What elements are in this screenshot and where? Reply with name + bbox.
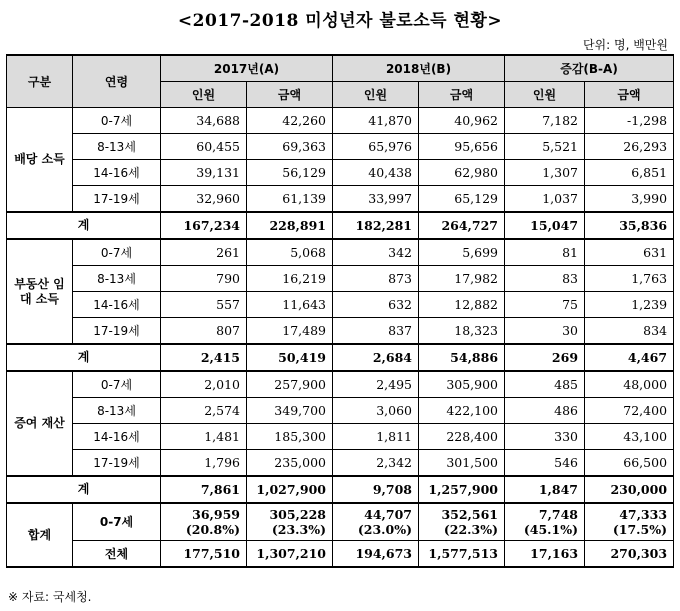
table-row — [7, 266, 674, 292]
cell: 6,851 — [585, 160, 674, 186]
cell: 60,455 — [161, 134, 247, 160]
cell: 790 — [161, 266, 247, 292]
cell: 12,882 — [419, 292, 505, 318]
share: (20.8%) — [185, 522, 240, 537]
value: 305,228 — [269, 507, 326, 522]
cell: 837 — [333, 318, 419, 345]
table-row — [7, 371, 674, 398]
share: (22.3%) — [443, 522, 499, 537]
cell: 269 — [505, 344, 585, 371]
cell: 261 — [161, 239, 247, 266]
header-amount: 금액 — [247, 82, 333, 108]
cell: 5,521 — [505, 134, 585, 160]
cell: 75 — [505, 292, 585, 318]
age-cell: 14-16세 — [73, 424, 161, 450]
cell: 2,010 — [161, 371, 247, 398]
table-row — [7, 292, 674, 318]
subtotal-label: 계 — [7, 476, 161, 503]
cell: 40,438 — [333, 160, 419, 186]
age-cell: 8-13세 — [73, 398, 161, 424]
section-label: 배당 소득 — [7, 108, 73, 213]
cell: 330 — [505, 424, 585, 450]
cell: 264,727 — [419, 212, 505, 239]
cell: 257,900 — [247, 371, 333, 398]
age-cell: 14-16세 — [73, 160, 161, 186]
header-people: 인원 — [505, 82, 585, 108]
cell — [247, 503, 333, 541]
cell: 7,861 — [161, 476, 247, 503]
age-cell: 8-13세 — [73, 266, 161, 292]
cell: 17,489 — [247, 318, 333, 345]
cell: 305,900 — [419, 371, 505, 398]
cell: 1,037 — [505, 186, 585, 213]
cell: 1,307,210 — [247, 541, 333, 568]
cell: 26,293 — [585, 134, 674, 160]
cell: 2,574 — [161, 398, 247, 424]
subtotal-row — [7, 476, 674, 503]
total-label: 합계 — [7, 503, 73, 567]
table-row — [7, 239, 674, 266]
cell: 39,131 — [161, 160, 247, 186]
age-cell: 8-13세 — [73, 134, 161, 160]
cell: 9,708 — [333, 476, 419, 503]
cell: 34,688 — [161, 108, 247, 134]
cell: 270,303 — [585, 541, 674, 568]
cell: 631 — [585, 239, 674, 266]
cell — [585, 503, 674, 541]
cell: 228,400 — [419, 424, 505, 450]
cell: 235,000 — [247, 450, 333, 477]
cell: 15,047 — [505, 212, 585, 239]
cell: 4,467 — [585, 344, 674, 371]
cell: 1,239 — [585, 292, 674, 318]
cell: 1,257,900 — [419, 476, 505, 503]
cell: 7,182 — [505, 108, 585, 134]
cell: 83 — [505, 266, 585, 292]
table-row — [7, 450, 674, 477]
header-2017: 2017년(A) — [161, 55, 333, 82]
cell: 61,139 — [247, 186, 333, 213]
cell: 65,129 — [419, 186, 505, 213]
subtotal-label: 계 — [7, 212, 161, 239]
cell — [505, 503, 585, 541]
header-2018: 2018년(B) — [333, 55, 505, 82]
cell: 182,281 — [333, 212, 419, 239]
value: 47,333 — [619, 507, 668, 522]
cell — [333, 503, 419, 541]
share: (17.5%) — [612, 522, 668, 537]
cell: 546 — [505, 450, 585, 477]
table-row — [7, 108, 674, 134]
cell: 230,000 — [585, 476, 674, 503]
cell: 42,260 — [247, 108, 333, 134]
source-footnote: ※ 자료: 국세청. — [8, 590, 92, 604]
value: 7,748 — [538, 507, 579, 522]
header-people: 인원 — [161, 82, 247, 108]
cell: 5,699 — [419, 239, 505, 266]
cell: 17,982 — [419, 266, 505, 292]
cell: 18,323 — [419, 318, 505, 345]
cell: 2,495 — [333, 371, 419, 398]
cell: 50,419 — [247, 344, 333, 371]
share: (23.3%) — [271, 522, 326, 537]
age-cell: 0-7세 — [73, 503, 161, 541]
table-row — [7, 424, 674, 450]
cell: 66,500 — [585, 450, 674, 477]
age-cell: 0-7세 — [73, 108, 161, 134]
cell: 1,307 — [505, 160, 585, 186]
header-diff: 증감(B-A) — [505, 55, 674, 82]
total-row-young — [7, 503, 674, 541]
cell — [161, 503, 247, 541]
cell — [419, 503, 505, 541]
cell: 5,068 — [247, 239, 333, 266]
cell: 32,960 — [161, 186, 247, 213]
cell: 342 — [333, 239, 419, 266]
value: 36,959 — [192, 507, 240, 522]
age-cell: 14-16세 — [73, 292, 161, 318]
cell: 1,796 — [161, 450, 247, 477]
cell: 11,643 — [247, 292, 333, 318]
cell: 873 — [333, 266, 419, 292]
cell: 194,673 — [333, 541, 419, 568]
total-row-all — [7, 541, 674, 568]
table-row — [7, 398, 674, 424]
header-age: 연령 — [73, 55, 161, 108]
cell: 81 — [505, 239, 585, 266]
header-group: 구분 — [7, 55, 73, 108]
table-row — [7, 318, 674, 345]
cell: 2,684 — [333, 344, 419, 371]
cell: 69,363 — [247, 134, 333, 160]
cell: 3,990 — [585, 186, 674, 213]
cell: 40,962 — [419, 108, 505, 134]
share: (45.1%) — [523, 522, 579, 537]
header-amount: 금액 — [419, 82, 505, 108]
page-title: <2017-2018 미성년자 불로소득 현황> — [177, 11, 503, 31]
cell: 17,163 — [505, 541, 585, 568]
header-people: 인원 — [333, 82, 419, 108]
cell: 185,300 — [247, 424, 333, 450]
cell: 422,100 — [419, 398, 505, 424]
cell: 1,847 — [505, 476, 585, 503]
cell: 33,997 — [333, 186, 419, 213]
share: (23.0%) — [357, 522, 412, 537]
cell: 56,129 — [247, 160, 333, 186]
cell: 72,400 — [585, 398, 674, 424]
table-row — [7, 134, 674, 160]
cell: 48,000 — [585, 371, 674, 398]
subtotal-row — [7, 212, 674, 239]
cell: 54,886 — [419, 344, 505, 371]
cell: 1,577,513 — [419, 541, 505, 568]
subtotal-row — [7, 344, 674, 371]
age-cell: 0-7세 — [73, 239, 161, 266]
cell: 485 — [505, 371, 585, 398]
cell: 35,836 — [585, 212, 674, 239]
cell: 2,342 — [333, 450, 419, 477]
cell: 486 — [505, 398, 585, 424]
cell: 228,891 — [247, 212, 333, 239]
cell: 30 — [505, 318, 585, 345]
cell: 167,234 — [161, 212, 247, 239]
value: 352,561 — [441, 507, 499, 522]
section-label: 증여 재산 — [7, 371, 73, 476]
cell: 807 — [161, 318, 247, 345]
cell: 65,976 — [333, 134, 419, 160]
age-cell: 17-19세 — [73, 318, 161, 345]
cell: 632 — [333, 292, 419, 318]
age-cell: 전체 — [73, 541, 161, 568]
value: 44,707 — [364, 507, 412, 522]
cell: 16,219 — [247, 266, 333, 292]
age-cell: 0-7세 — [73, 371, 161, 398]
age-cell: 17-19세 — [73, 186, 161, 213]
cell: 349,700 — [247, 398, 333, 424]
cell: 41,870 — [333, 108, 419, 134]
cell: -1,298 — [585, 108, 674, 134]
header-amount: 금액 — [585, 82, 674, 108]
subtotal-label: 계 — [7, 344, 161, 371]
cell: 177,510 — [161, 541, 247, 568]
cell: 1,763 — [585, 266, 674, 292]
cell: 3,060 — [333, 398, 419, 424]
header-row-1 — [7, 55, 674, 82]
cell: 834 — [585, 318, 674, 345]
income-table — [6, 54, 674, 568]
cell: 1,811 — [333, 424, 419, 450]
cell: 1,481 — [161, 424, 247, 450]
cell: 95,656 — [419, 134, 505, 160]
age-cell: 17-19세 — [73, 450, 161, 477]
table-row — [7, 186, 674, 213]
cell: 1,027,900 — [247, 476, 333, 503]
table-row — [7, 160, 674, 186]
cell: 557 — [161, 292, 247, 318]
section-label: 부동산 임대 소득 — [7, 239, 73, 344]
cell: 43,100 — [585, 424, 674, 450]
cell: 62,980 — [419, 160, 505, 186]
unit-note: 단위: 명, 백만원 — [582, 38, 668, 52]
cell: 301,500 — [419, 450, 505, 477]
cell: 2,415 — [161, 344, 247, 371]
